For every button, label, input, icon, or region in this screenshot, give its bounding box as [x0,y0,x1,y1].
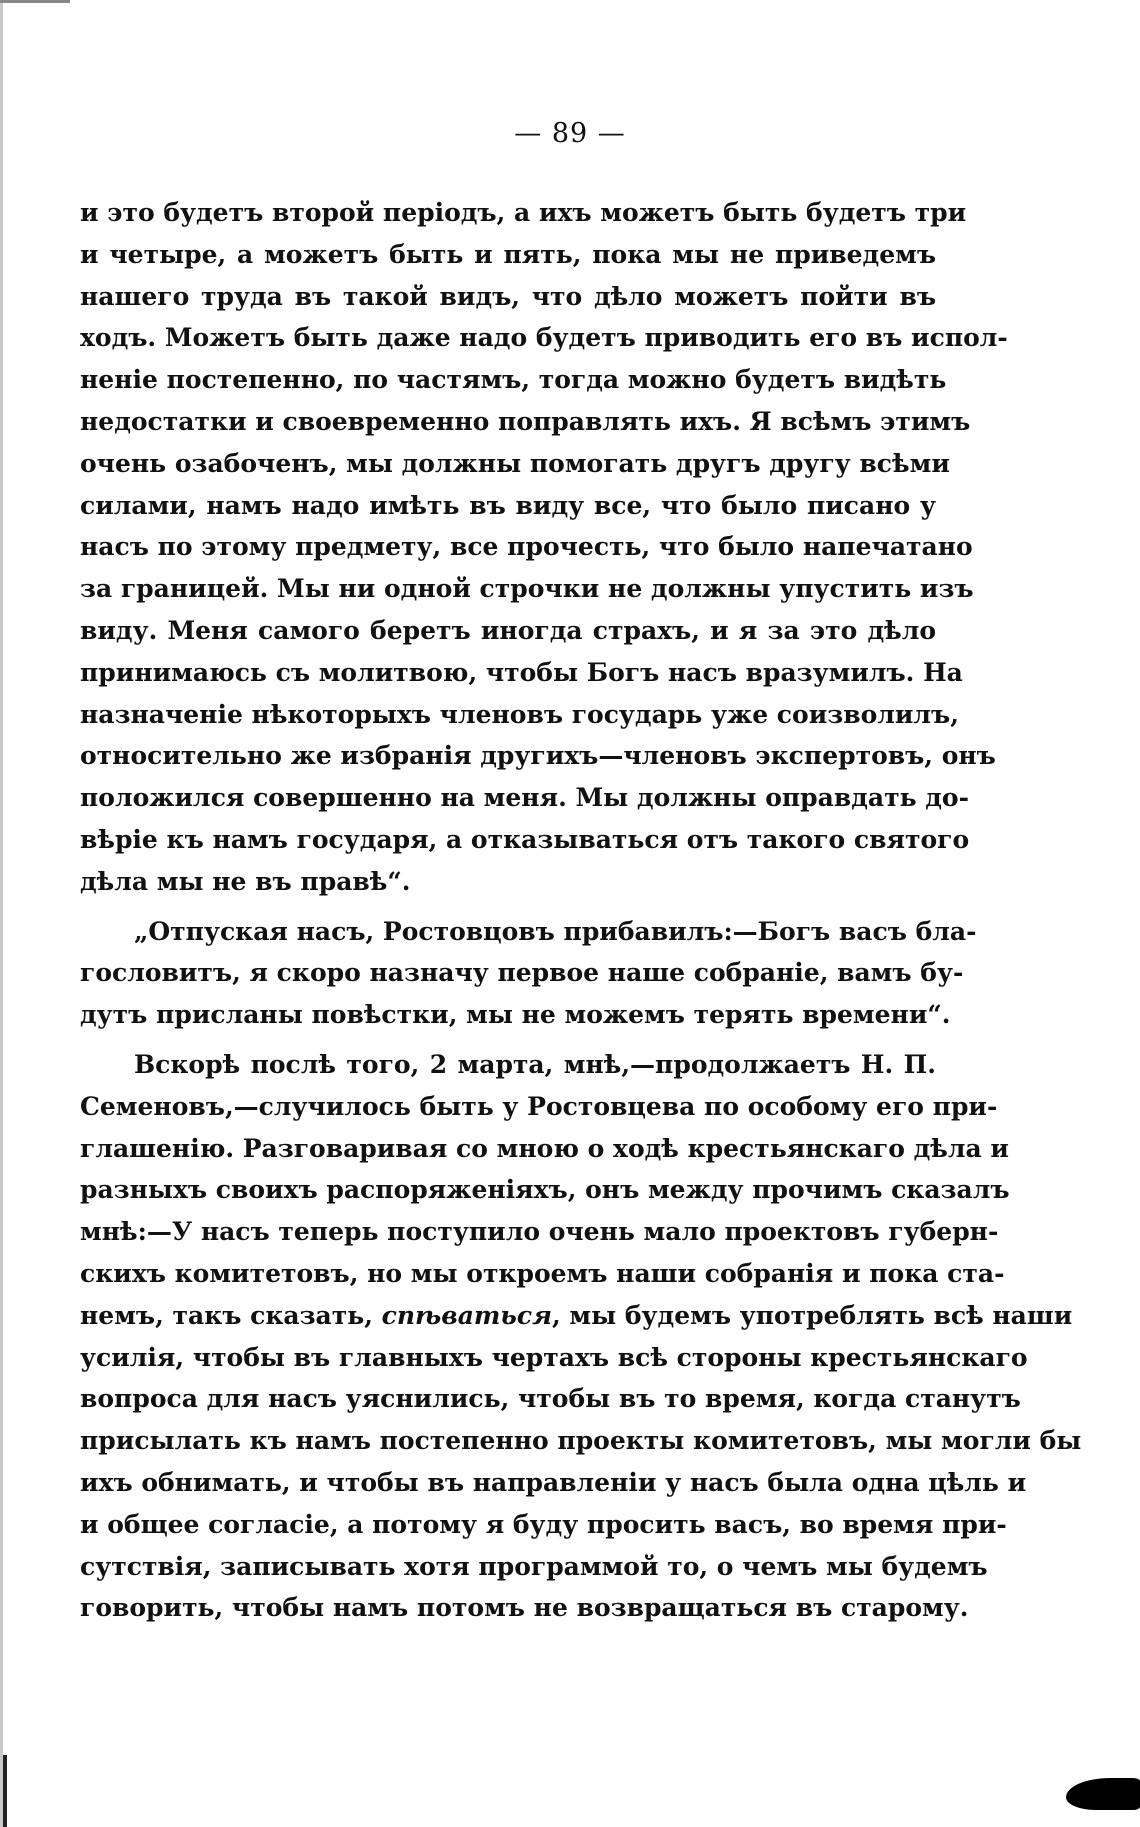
text-line: „Отпуская насъ, Ростовцовъ прибавилъ:—Богъ васъ бла- [134,916,977,946]
page-number: — 89 — [514,118,626,149]
scan-border-left [0,0,3,1827]
text-line: скихъ комитетовъ, но мы откроемъ наши собранія и пока ста- [80,1258,1005,1288]
italic-word: спѣваться [381,1300,552,1330]
text-line: вѣріе къ намъ государя, а отказываться отъ такого святого [80,824,970,854]
text-body [80,192,1082,1629]
text-line: глашенію. Разговаривая со мною о ходѣ крестьянскаго дѣла и [80,1133,1009,1163]
text-line: говорить, чтобы намъ потомъ не возвращаться въ старому. [80,1593,969,1623]
text-line: мнѣ:—У насъ теперь поступило очень мало проектовъ губерн- [80,1217,999,1247]
text-line: разныхъ своихъ распоряженіяхъ, онъ между прочимъ сказалъ [80,1175,1010,1205]
text-line: ихъ обнимать, и чтобы въ направленіи у насъ была одна цѣль и [80,1467,1027,1497]
text-line: назначеніе нѣкоторыхъ членовъ государь уже соизволилъ, [80,699,959,729]
text-line: и четыре, а можетъ быть и пять, пока мы не приведемъ [80,239,936,269]
scan-border-top [0,0,70,3]
text-line: нашего труда въ такой видъ, что дѣло можетъ пойти въ [80,281,936,311]
text-line: насъ по этому предмету, все прочесть, что было напечатано [80,532,973,562]
scan-blob-bottom-right [1066,1778,1140,1810]
text-line: очень озабоченъ, мы должны помогать другъ другу всѣми [80,448,950,478]
text-line: и это будетъ второй періодъ, а ихъ можетъ быть будетъ три [80,198,967,227]
text-line: Семеновъ,—случилось быть у Ростовцева по особому его при- [80,1091,998,1121]
text-line: относительно же избранія другихъ—членовъ экспертовъ, онъ [80,741,996,771]
text-line: вопроса для насъ уяснились, чтобы въ то время, когда станутъ [80,1384,1021,1414]
text-line: сутствія, записывать хотя программой то, о чемъ мы будемъ [80,1551,988,1581]
text-line-mixed [80,1295,1073,1337]
scan-mark-bottom-left [3,1755,7,1827]
text-line: неніе постепенно, по частямъ, тогда можно будетъ видѣть [80,365,947,395]
text-line: дѣла мы не въ правѣ“. [80,866,411,896]
text-line: виду. Меня самого беретъ иногда страхъ, и я за это дѣло [80,615,936,645]
text-segment: , мы будемъ употреблять всѣ наши [551,1300,1073,1330]
text-line: гословитъ, я скоро назначу первое наше собраніе, вамъ бу- [80,958,964,988]
text-line: ходъ. Можетъ быть даже надо будетъ приводить его въ испол- [80,323,1008,353]
text-segment: немъ, такъ сказать, [80,1300,373,1330]
text-line: положился совершенно на меня. Мы должны оправдать до- [80,783,969,813]
text-line: и общее согласіе, а потому я буду просить васъ, во время при- [80,1509,1007,1539]
text-line: силами, намъ надо имѣть въ виду все, что было писано у [80,490,936,520]
text-line: присылать къ намъ постепенно проекты комитетовъ, мы могли бы [80,1426,1082,1456]
text-line: за границей. Мы ни одной строчки не должны упустить изъ [80,574,974,604]
text-line: принимаюсь съ молитвою, чтобы Богъ насъ вразумилъ. На [80,657,963,687]
text-line: Вскорѣ послѣ того, 2 марта, мнѣ,—продолжаетъ Н. П. [134,1049,936,1079]
text-line: дутъ присланы повѣстки, мы не можемъ терять времени“. [80,1000,951,1030]
text-line: недостатки и своевременно поправлять ихъ. Я всѣмъ этимъ [80,406,971,436]
text-line: усилія, чтобы въ главныхъ чертахъ всѣ стороны крестьянскаго [80,1342,1028,1372]
